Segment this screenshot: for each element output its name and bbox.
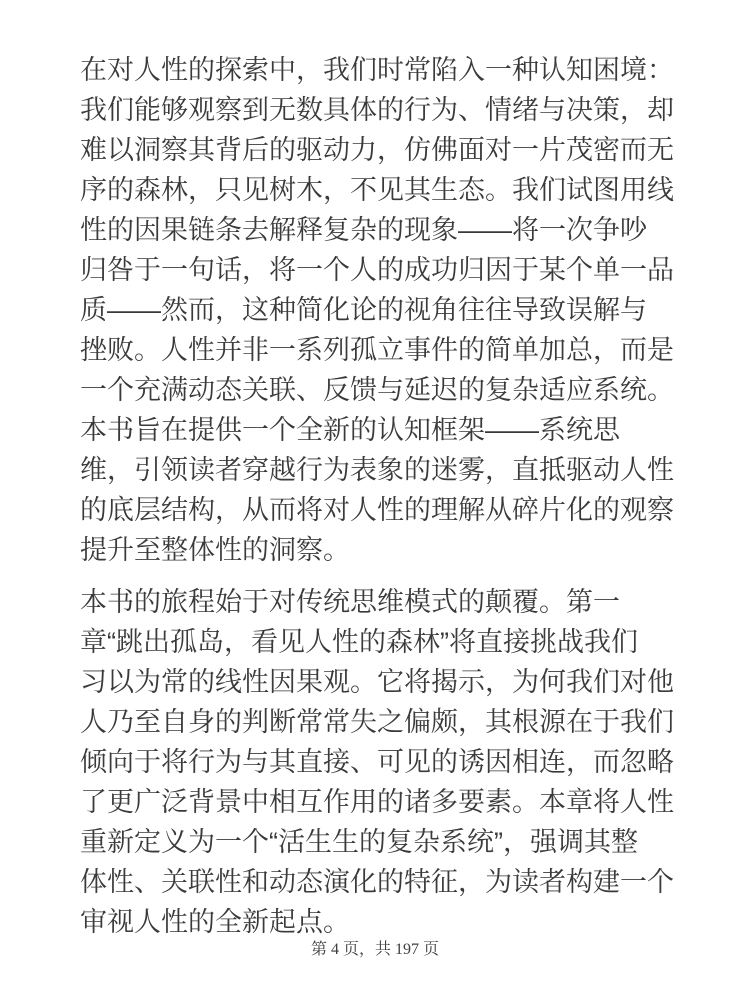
text-line: 本书旨在提供一个全新的认知框架——系统思 — [80, 415, 620, 445]
text-line: 习以为常的线性因果观。它将揭示，为何我们对他 — [80, 667, 674, 697]
text-line: 人乃至自身的判断常常失之偏颇，其根源在于我们 — [80, 707, 674, 737]
text-line: 质——然而，这种简化论的视角往往导致误解与 — [80, 295, 647, 325]
text-line: 重新定义为一个“活生生的复杂系统”，强调其整 — [80, 827, 638, 857]
text-line: 难以洞察其背后的驱动力，仿佛面对一片茂密而无 — [80, 135, 674, 165]
text-line: 性的因果链条去解释复杂的现象——将一次争吵 — [80, 215, 647, 245]
page-number-footer: 第 4 页，共 197 页 — [310, 941, 439, 958]
text-line: 挫败。人性并非一系列孤立事件的简单加总，而是 — [80, 335, 674, 365]
text-line: 在对人性的探索中，我们时常陷入一种认知困境： — [80, 55, 674, 85]
text-line: 审视人性的全新起点。 — [80, 907, 350, 937]
text-line: 本书的旅程始于对传统思维模式的颠覆。第一 — [80, 587, 620, 617]
paragraph-2 — [80, 582, 700, 942]
text-line: 归咎于一句话，将一个人的成功归因于某个单一品 — [80, 255, 674, 285]
text-line: 维，引领读者穿越行为表象的迷雾，直抵驱动人性 — [80, 455, 674, 485]
text-line: 的底层结构，从而将对人性的理解从碎片化的观察 — [80, 495, 674, 525]
text-line: 我们能够观察到无数具体的行为、情绪与决策，却 — [80, 95, 674, 125]
text-line: 章“跳出孤岛，看见人性的森林”将直接挑战我们 — [80, 627, 638, 657]
text-line: 倾向于将行为与其直接、可见的诱因相连，而忽略 — [80, 747, 674, 777]
text-line: 了更广泛背景中相互作用的诸多要素。本章将人性 — [80, 787, 674, 817]
text-line: 提升至整体性的洞察。 — [80, 535, 350, 565]
text-line: 一个充满动态关联、反馈与延迟的复杂适应系统。 — [80, 375, 674, 405]
text-line: 序的森林，只见树木，不见其生态。我们试图用线 — [80, 175, 674, 205]
document-text — [80, 50, 700, 954]
text-line: 体性、关联性和动态演化的特征，为读者构建一个 — [80, 867, 674, 897]
paragraph-1 — [80, 50, 700, 570]
